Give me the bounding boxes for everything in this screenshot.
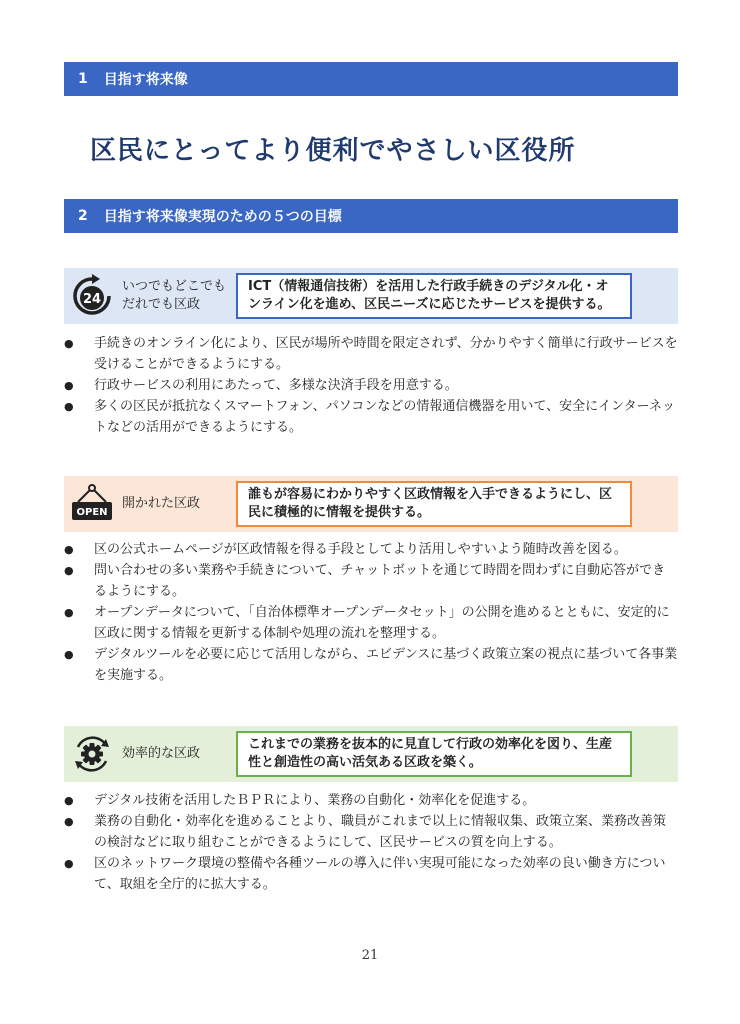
goal-name [122,495,236,513]
goal-1-bullets [64,333,678,438]
vision-statement: 区民にとってより便利でやさしい区役所 [90,136,576,166]
goal-name [122,278,236,314]
goal-description: ICT（情報通信技術）を活用した行政手続きのデジタル化・オンライン化を進め、区民ニーズに応じたサービスを提供する。 [236,273,632,319]
goal-2-bullets [64,539,678,686]
goal-name-line: 開かれた区政 [122,496,201,511]
goal-description: これまでの業務を抜本的に見直して行政の効率化を図り、生産性と創造性の高い活気ある区政を築く。 [236,731,632,777]
list-item: ● 多くの区民が抵抗なくスマートフォン、パソコンなどの情報通信機器を用いて、安全にインターネットなどの活用ができるようにする。 [64,396,678,438]
goal-3-bullets [64,790,678,895]
page-number: 21 [361,948,379,963]
goal-box-2 [64,476,678,532]
section-title: 目指す将来像 [103,72,188,88]
goal-name-line: いつでもどこでも [122,279,227,294]
section-header-1 [64,62,678,96]
list-item: ● デジタルツールを必要に応じて活用しながら、エビデンスに基づく政策立案の視点に基づいて各事業を実施する。 [64,644,678,686]
24-hour-icon [70,274,114,318]
goal-name [122,745,236,763]
list-item: ● 業務の自動化・効率化を進めることより、職員がこれまで以上に情報収集、政策立案、業務改善策の検討などに取り組むことができるようにして、区民サービスの質を向上する。 [64,811,678,853]
open-sign-text: OPEN [76,507,108,518]
gear-cycle-icon [70,732,114,776]
goal-box-1 [64,268,678,324]
list-item: ● 手続きのオンライン化により、区民が場所や時間を限定されず、分かりやすく簡単に行政サービスを受けることができるようにする。 [64,333,678,375]
list-item: ● 区の公式ホームページが区政情報を得る手段としてより活用しやすいよう随時改善を図る。 [64,539,678,560]
section-number: 1 [78,71,88,87]
goal-name-line: だれでも区政 [122,297,201,312]
section-number: 2 [78,208,88,224]
goal-name-line: 効率的な区政 [122,746,201,761]
section-header-2 [64,199,678,233]
24-hour-icon-text: 24 [82,292,102,307]
goal-box-3 [64,726,678,782]
list-item: ● 区のネットワーク環境の整備や各種ツールの導入に伴い実現可能になった効率の良い働き方について、取組を全庁的に拡大する。 [64,853,678,895]
list-item: ● 問い合わせの多い業務や手続きについて、チャットボットを通じて時間を問わずに自動応答ができるようにする。 [64,560,678,602]
list-item: ● 行政サービスの利用にあたって、多様な決済手段を用意する。 [64,375,678,396]
open-sign-icon [70,482,114,526]
section-title: 目指す将来像実現のための５つの目標 [103,209,342,225]
goal-description: 誰もが容易にわかりやすく区政情報を入手できるようにし、区民に積極的に情報を提供する。 [236,481,632,527]
list-item: ● オープンデータについて、「自治体標準オープンデータセット」の公開を進めるとともに、安定的に区政に関する情報を更新する体制や処理の流れを整理する。 [64,602,678,644]
list-item: ● デジタル技術を活用したＢＰＲにより、業務の自動化・効率化を促進する。 [64,790,678,811]
